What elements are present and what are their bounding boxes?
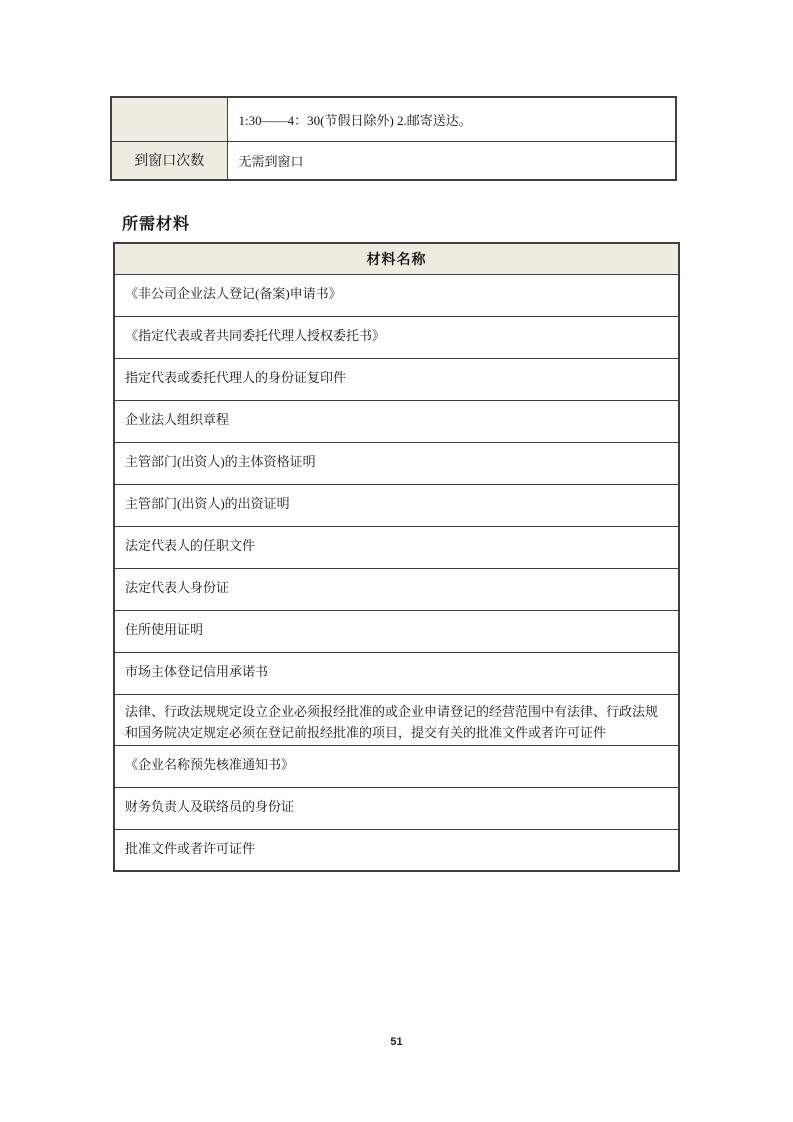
material-row [114, 484, 679, 526]
material-name-cell: 住所使用证明 [114, 610, 679, 652]
material-name-cell: 法定代表人身份证 [114, 568, 679, 610]
material-name-cell: 企业法人组织章程 [114, 400, 679, 442]
row-value-cell: 无需到窗口 [227, 141, 676, 180]
material-row [114, 829, 679, 871]
service-info-table [110, 96, 677, 181]
row-value-cell: 1:30——4：30(节假日除外) 2.邮寄送达。 [227, 97, 676, 141]
material-row [114, 526, 679, 568]
row-label-cell: 到窗口次数 [111, 141, 227, 180]
material-name-cell: 法定代表人的任职文件 [114, 526, 679, 568]
column-header-material-name: 材料名称 [114, 243, 679, 274]
material-row [114, 568, 679, 610]
material-row [114, 787, 679, 829]
material-row [114, 745, 679, 787]
table-row [111, 97, 676, 141]
material-row [114, 652, 679, 694]
table-header-row [114, 243, 679, 274]
material-row [114, 694, 679, 745]
material-name-cell: 财务负责人及联络员的身份证 [114, 787, 679, 829]
page-number: 51 [390, 1036, 403, 1048]
materials-table [113, 242, 680, 872]
material-row [114, 274, 679, 316]
row-label-cell [111, 97, 227, 141]
material-name-cell: 批准文件或者许可证件 [114, 829, 679, 871]
material-name-cell: 市场主体登记信用承诺书 [114, 652, 679, 694]
material-row [114, 610, 679, 652]
table-row [111, 141, 676, 180]
material-name-cell: 《企业名称预先核准通知书》 [114, 745, 679, 787]
section-heading-materials: 所需材料 [122, 216, 191, 233]
material-name-cell: 主管部门(出资人)的出资证明 [114, 484, 679, 526]
material-name-cell: 法律、行政法规规定设立企业必须报经批准的或企业申请登记的经营范围中有法律、行政法规和国务院决定规定必须在登记前报经批准的项目，提交有关的批准文件或者许可证件 [114, 694, 679, 745]
material-row [114, 400, 679, 442]
material-name-cell: 《指定代表或者共同委托代理人授权委托书》 [114, 316, 679, 358]
material-name-cell: 指定代表或委托代理人的身份证复印件 [114, 358, 679, 400]
material-name-cell: 主管部门(出资人)的主体资格证明 [114, 442, 679, 484]
material-name-cell: 《非公司企业法人登记(备案)申请书》 [114, 274, 679, 316]
material-row [114, 316, 679, 358]
material-row [114, 442, 679, 484]
material-row [114, 358, 679, 400]
